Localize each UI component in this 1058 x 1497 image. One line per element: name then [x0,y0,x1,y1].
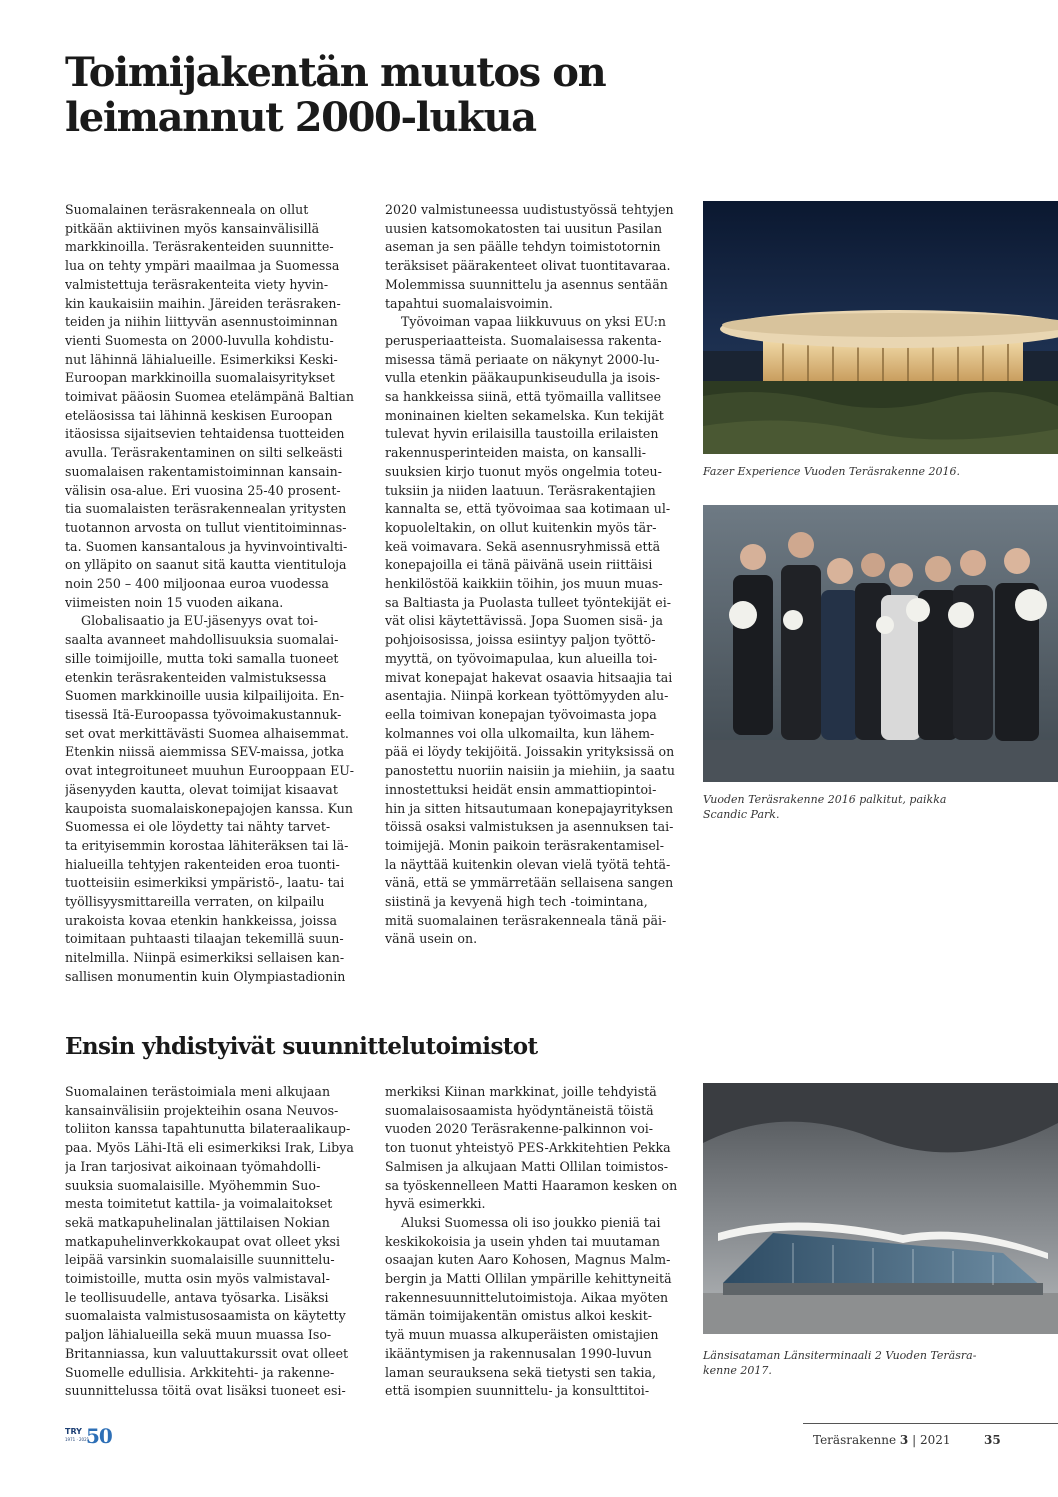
text-line: kenne 2017. [703,1363,772,1377]
text-line: nitelmilla. Niinpä esimerkiksi sellaisen kan- [65,950,345,966]
text-line: suomalaisosaamista hyödyntäneistä töistä [385,1102,654,1118]
text-line: eteläosissa tai lähinnä keskisen Euroopan [65,407,333,423]
text-line: ta. Suomen kansantalous ja hyvinvointivalti- [65,538,348,554]
footer-divider [803,1423,1058,1424]
text-line: sekä matkapuhelinalan jättilaisen Nokian [65,1214,330,1230]
text-line: tämän toimijakentän omistus alkoi keskit- [385,1308,653,1324]
text-line: markkinoilla. Teräsrakenteiden suunnitte- [65,239,334,255]
title-line-1: Toimijakentän muutos on [65,49,606,96]
section1-column-2 [385,201,681,949]
caption-award-winners [703,793,1003,822]
text-line: siistinä ja kevyenä high tech -toimintana, [385,894,648,910]
text-line: toimistoille, mutta osin myös valmistaval- [65,1271,330,1287]
text-line: Suomen markkinoille uusia kilpailijoita. En- [65,688,345,704]
text-line: myyttä, on työvoimapulaa, kun alueilla toi- [385,650,658,666]
text-line: vulla etenkin pääkaupunkiseudulla ja isois- [385,370,660,386]
text-line: vänä, että se ymmärretään sellaisena sangen [385,875,674,891]
text-line: mivat konepajat hakevat osaavia hitsaajia tai [385,669,673,685]
try-50-logo [65,1425,125,1447]
text-line: tulevat hyvin erilaisilla taustoilla erilaisten [385,426,659,442]
text-line: keskikokoisia ja usein yhden tai muutaman [385,1233,660,1249]
text-line: hyvä esimerkki. [385,1196,486,1212]
text-line: mesta toimitetut kattila- ja voimalaitokset [65,1196,333,1212]
text-line: sa Baltiasta ja Puolasta tulleet työntekijät ei- [385,594,672,610]
text-line: etenkin teräsrakenteiden valmistuksessa [65,669,327,685]
text-line: teiden ja niihin liittyvän asennustoiminnan [65,314,338,330]
section2-column-2 [385,1083,681,1401]
text-line: moninainen kielten sekamelska. Kun tekijät [385,407,664,423]
text-line: avulla. Teräsrakentaminen on silti selkeästi [65,445,343,461]
text-line: vänä usein on. [385,931,478,947]
text-line: ikääntymisen ja rakennusalan 1990-luvun [385,1345,652,1361]
text-line: suunnittelussa töitä ovat lisäksi tuoneet esi- [65,1383,346,1399]
footer-magazine-info [813,1433,950,1447]
text-line: innostettuksi heidät ensin ammattiopintoi- [385,781,657,797]
text-line: viimeisten noin 15 vuoden aikana. [65,594,284,610]
text-line: suuksien kirjo tuonut myös ongelmia toteu- [385,463,662,479]
text-line: bergin ja Matti Ollilan ympärille kehittyneitä [385,1271,672,1287]
text-line: tuotannon arvosta on tullut vientitoiminnas- [65,519,347,535]
logo-try-text: TRY [65,1427,82,1436]
text-line: on ylläpito on saanut sitä kautta vientituloja [65,557,347,573]
text-line: Suomalainen terästoimiala meni alkujaan [65,1084,331,1099]
text-line: kin kaukaisiin maihin. Järeiden teräsraken- [65,295,341,311]
text-line: sa työskennelleen Matti Haaramon kesken on [385,1177,678,1193]
section1-column-1 [65,201,361,987]
text-line: kopuoleltakin, on ollut kuitenkin myös tär- [385,519,657,535]
text-line: toimijejä. Monin paikoin teräsrakentamisel- [385,837,665,853]
text-line: ja Iran tarjosivat aikoinaan työmahdolli- [65,1158,321,1174]
text-line: 2020 valmistuneessa uudistustyössä tehtyjen [385,202,674,217]
text-line: kolmannes voi olla ulkomailta, kun lähem- [385,725,655,741]
text-line: rakennesuunnittelutoimistoja. Aikaa myöten [385,1289,669,1305]
text-line: suomalaisen rakentamistoiminnan kansain- [65,463,343,479]
text-line: Britanniassa, kun valuuttakurssit ovat olleet [65,1345,349,1361]
text-line: Globalisaatio ja EU-jäsenyys ovat toi- [65,613,319,629]
caption-fazer-experience [703,465,1003,480]
text-line: matkapuhelinverkkokaupat ovat olleet yksi [65,1233,340,1249]
text-line: pohjoisosissa, joissa esiintyy paljon työttö- [385,632,656,648]
photo-fazer-experience [703,201,1058,454]
text-line: urakoista kovaa etenkin hankkeissa, joissa [65,912,337,928]
text-line: set ovat merkittävästi Suomea alhaisemmat. [65,725,349,741]
text-line: paljon lähialueilla sekä muun muassa Iso- [65,1327,332,1343]
text-line: itäosissa sijaitsevien tehtaidensa tuotteiden [65,426,345,442]
text-line: välisin osa-alue. Eri vuosina 25-40 prosent- [65,482,341,498]
text-line: konepajoilla ei tänä päivänä usein riittäisi [385,557,653,573]
text-line: suomalaista valmistusosaamista on käytetty [65,1308,346,1324]
text-line: vät olisi käytettävissä. Jopa Suomen sisä- ja [385,613,663,629]
text-line: Suomelle edullisia. Arkkitehti- ja rakenne- [65,1364,335,1380]
text-line: perusperiaatteista. Suomalaisessa rakenta- [385,332,662,348]
text-line: leipää varsinkin suomalaisille suunnittelu- [65,1252,335,1268]
page-title [65,50,705,140]
text-line: hin ja sitten hitsautumaan konepajayrityksen [385,800,674,816]
text-line: mitä suomalainen teräsrakenneala tänä päi- [385,912,667,928]
text-line: Etenkin niissä aiemmissa SEV-maissa, jotka [65,744,345,760]
text-line: hialueilla tehtyjen rakenteiden eroa tuonti- [65,856,340,872]
text-line: uusien katsomokatosten tai uusitun Pasilan [385,220,663,236]
footer-separator: | [912,1433,917,1447]
text-line: keä voimavara. Sekä asennusryhmissä että [385,538,661,554]
text-line: kansainvälisiin projekteihin osana Neuvos- [65,1102,339,1118]
text-line: saalta avanneet mahdollisuuksia suomalai- [65,632,339,648]
text-line: kaupoista suomalaiskonepajojen kanssa. Kun [65,800,353,816]
text-line: Euroopan markkinoilla suomalaisyritykset [65,370,335,386]
text-line: Aluksi Suomessa oli iso joukko pieniä tai [385,1214,661,1230]
section-heading: Ensin yhdistyivät suunnittelutoimistot [65,1033,538,1060]
text-line: tisessä Itä-Euroopassa työvoimakustannuk- [65,706,342,722]
text-line: Länsisataman Länsiterminaali 2 Vuoden Teräsra- [703,1349,977,1362]
text-line: tuotteisiin esimerkiksi ympäristö-, laatu- tai [65,875,345,891]
text-line: laman seurauksena sekä tietysti sen takia, [385,1364,657,1380]
text-line: Suomalainen teräsrakenneala on ollut [65,202,309,217]
text-line: ton tuonut yhteistyö PES-Arkkitehtien Pekka [385,1140,671,1156]
text-line: paa. Myös Lähi-Itä eli esimerkiksi Irak, Libya [65,1140,354,1156]
text-line: pitkään aktiivinen myös kansainvälisillä [65,220,320,236]
caption-lansiterminaali [703,1349,1003,1378]
section2-column-1 [65,1083,361,1401]
text-line: eella toimivan konepajan työvoimasta jopa [385,706,657,722]
text-line: teräksiset päärakenteet olivat tuontitavaraa. [385,258,671,274]
text-line: Vuoden Teräsrakenne 2016 palkitut, paikka [703,793,947,806]
text-line: sa hankkeissa siinä, että työmailla vallitsee [385,389,662,405]
footer-magazine-name: Teräsrakenne [813,1433,897,1447]
logo-years-text: 1971 · 2021 [65,1437,90,1442]
text-line: Fazer Experience Vuoden Teräsrakenne 2016. [703,465,961,478]
text-line: Salmisen ja alkujaan Matti Ollilan toimistos- [385,1158,668,1174]
footer-issue: 3 [899,1433,909,1447]
text-line: misessa tämä periaate on näkynyt 2000-lu- [385,351,660,367]
photo-lansiterminaali [703,1083,1058,1334]
text-line: ta erityisemmin korostaa lähiteräksen tai lä- [65,837,349,853]
text-line: asentajia. Niinpä korkean työttömyyden alu- [385,688,669,704]
page-number: 35 [984,1433,1001,1447]
text-line: toimivat pääosin Suomea etelämpänä Baltian [65,389,354,405]
text-line: rakennusperinteiden maista, on kansalli- [385,445,647,461]
text-line: töissä osaksi valmistuksen ja asennuksen tai- [385,819,674,835]
text-line: Suomessa ei ole löydetty tai nähty tarvet- [65,819,331,835]
text-line: vuoden 2020 Teräsrakenne-palkinnon voi- [385,1121,654,1137]
text-line: panostettu nuoriin naisiin ja miehiin, ja saatu [385,763,675,779]
text-line: la näyttää kuitenkin olevan vielä työtä tehtä- [385,856,671,872]
text-line: noin 250 – 400 miljoonaa euroa vuodessa [65,576,329,592]
text-line: Molemmissa suunnittelu ja asennus sentään [385,276,668,292]
text-line: osaajan kuten Aaro Kohosen, Magnus Malm- [385,1252,671,1268]
text-line: lua on tehty ympäri maailmaa ja Suomessa [65,258,340,274]
text-line: henkilöstöä kaikkiin töihin, jos muun muas- [385,576,663,592]
title-line-2: leimannut 2000-lukua [65,94,536,141]
text-line: valmistettuja teräsrakenteita viety hyvin- [65,276,329,292]
text-line: Scandic Park. [703,807,780,821]
text-line: sille toimijoille, mutta toki samalla tuoneet [65,650,339,666]
text-line: tia suomalaisten teräsrakennealan yritysten [65,501,347,517]
text-line: sallisen monumentin kuin Olympiastadionin [65,968,346,984]
text-line: aseman ja sen päälle tehdyn toimistotornin [385,239,661,255]
text-line: tuksiin ja niiden laatuun. Teräsrakentajien [385,482,656,498]
text-line: le teollisuudelle, antava työsarka. Lisäksi [65,1289,329,1305]
footer-year: 2021 [919,1433,951,1447]
text-line: toimitaan puhtaasti tilaajan tekemillä suun- [65,931,344,947]
text-line: Työvoiman vapaa liikkuvuus on yksi EU:n [385,314,667,330]
text-line: merkiksi Kiinan markkinat, joille tehdyistä [385,1084,657,1099]
text-line: tapahtui suomalaisvoimin. [385,295,553,311]
text-line: ovat integroituneet muuhun Eurooppaan EU- [65,763,354,779]
text-line: että isompien suunnittelu- ja konsulttitoi- [385,1383,650,1399]
text-line: pää ei löydy tekijöitä. Joissakin yrityksissä on [385,744,675,760]
text-line: työllisyysmittareilla verraten, on kilpailu [65,894,325,910]
text-line: suuksia suomalaisille. Myöhemmin Suo- [65,1177,321,1193]
photo-award-winners [703,505,1058,782]
text-line: toliiton kanssa tapahtunutta bilateraalikaup- [65,1121,351,1137]
text-line: tyä muun muassa alkuperäisten omistajien [385,1327,659,1343]
text-line: nut lähinnä lähialueille. Esimerkiksi Keski- [65,351,338,367]
text-line: jäsenyyden kautta, olevat toimijat kisaavat [65,781,338,797]
logo-fifty-text: 50 [86,1424,112,1448]
text-line: vienti Suomesta on 2000-luvulla kohdistu- [65,332,334,348]
text-line: kannalta se, että työvoimaa saa kotimaan ul- [385,501,671,517]
